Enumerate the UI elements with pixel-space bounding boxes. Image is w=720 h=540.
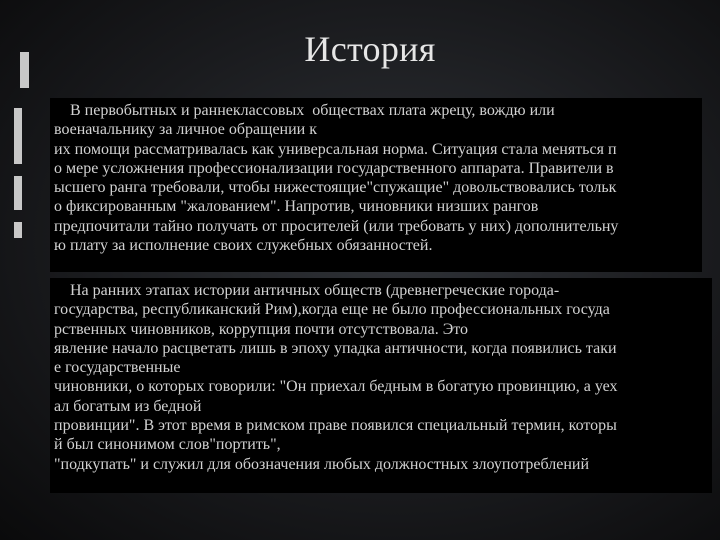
decorative-bar bbox=[14, 108, 22, 164]
text-line: военачальнику за личное обращении к bbox=[54, 121, 318, 139]
text-line: ысшего ранга требовали, чтобы нижестоящие"спужащие" довольствовались тольк bbox=[54, 179, 617, 197]
decorative-bar bbox=[14, 222, 22, 238]
text-line: й был синонимом слов"портить", bbox=[54, 436, 281, 454]
text-line: явление начало расцветать лишь в эпоху упадка античности, когда появились таки bbox=[54, 339, 617, 357]
text-line: провинции". В этот время в римском праве появился специальный термин, которы bbox=[54, 417, 617, 435]
text-line: е государственные bbox=[54, 359, 181, 377]
text-line: "подкупать" и служил для обозначения любых должностных злоупотреблений bbox=[54, 455, 590, 473]
slide-title: История bbox=[304, 29, 436, 69]
paragraph-primitive-societies bbox=[54, 101, 618, 255]
text-line: рственных чиновников, коррупция почти отсутствовала. Это bbox=[54, 320, 469, 338]
paragraph-antique-societies bbox=[54, 281, 618, 474]
text-line: В первобытных и раннеклассовых обществах плата жрецу, вождю или bbox=[54, 102, 555, 119]
decorative-bar bbox=[14, 176, 22, 210]
text-line: ал богатым из бедной bbox=[54, 397, 202, 415]
text-line: ю плату за исполнение своих служебных обязанностей. bbox=[54, 237, 433, 255]
text-line: их помощи рассматривалась как универсальная норма. Ситуация стала меняться п bbox=[54, 140, 617, 158]
text-line: предпочитали тайно получать от просителей (или требовать у них) дополнительну bbox=[54, 217, 619, 235]
text-line: На ранних этапах истории античных обществ (древнегреческие города- bbox=[54, 282, 560, 299]
text-line: о мере усложнения профессионализации государственного аппарата. Правители в bbox=[54, 159, 614, 177]
text-line: о фиксированным "жалованием". Напротив, чиновники низших рангов bbox=[54, 198, 539, 216]
text-line: государства, республиканский Рим),когда еще не было профессиональных госуда bbox=[54, 301, 610, 319]
text-line: чиновники, о которых говорили: "Он приехал бедным в богатую провинцию, а уех bbox=[54, 378, 618, 396]
